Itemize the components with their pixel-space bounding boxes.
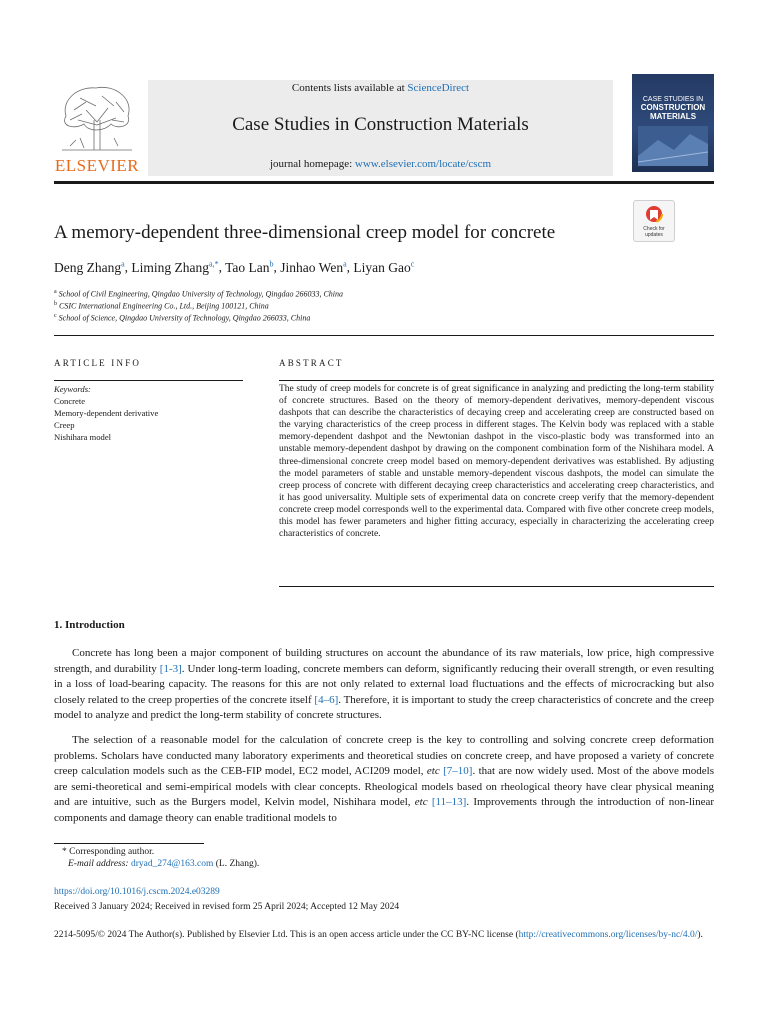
citation-link[interactable]: [7–10] <box>443 765 473 777</box>
citation-link[interactable]: [1-3] <box>159 662 182 675</box>
journal-cover-title: CASE STUDIES IN CONSTRUCTION MATERIALS <box>640 96 706 121</box>
doi-link[interactable]: https://doi.org/10.1016/j.cscm.2024.e03289 <box>54 887 220 897</box>
article-info-heading: ARTICLE INFO <box>54 358 142 368</box>
affiliation: $^b$ CSIC International Engineering Co., Ltd., Beijing 100121, China <box>54 301 269 311</box>
publisher-logo <box>54 80 140 176</box>
license-statement: 2214-5095/© 2024 The Author(s). Published by Elsevier Ltd. This is an open access article under the CC BY-NC license (http://creativecommons.org/licenses/by-nc/4.0/). <box>54 930 703 940</box>
check-updates-label: Check for updates <box>643 226 665 238</box>
body-paragraph: Concrete has long been a major component of building structures on account the abundance of its raw materials, low price, high compressive strength, and durability [1-3]. Under long-term loading, concrete members can deform, significantly reducing their overall strength, or even resulting in a loss of load-bearing capacity. The reasons for this are not only related to external load fluctuations and the effects of microcracking but also closely related to the creep properties of the concrete itself [4–6]. Therefore, it is important to study the creep characteristics of concrete and the creep model to analyze and predict the long-term stability of concrete structures. <box>54 647 715 721</box>
elsevier-tree-icon <box>56 80 138 152</box>
citation-link[interactable]: [11–13] <box>431 796 467 808</box>
journal-title: Case Studies in Construction Materials <box>232 114 529 135</box>
abstract-text: The study of creep models for concrete is of great significance in analyzing and predicting the long-term stability of concrete structures. Based on the theory of memory-dependent derivatives, memory-dependent viscous dashpots that can describe the characteristics of decaying creep and accelerating creep are constructed based on the varying characteristics of the creep process in different stages. The Kelvin body was replaced with a stable memory-dependent dashpot and the Newtonian dashpot in the visco-plastic body was transformed into an unstable memory-dependent dashpot by drawing on the component combination form of the Nishihara model. A three-dimensional concrete creep model based on memory-dependent derivatives was established. By adjusting the model parameters of stable and unstable memory-dependent viscous dashpots, the model can simulate the creep process of concrete with different decaying creep characteristics and accelerating creep characteristics, and it has good universality. Multiple sets of experimental data on concrete creep verify that the memory-dependent concrete creep model corresponds well to the experimental data. Compared with five other concrete creep models, this model has fewer parameters and higher fitting accuracy, especially in characterizing the accelerating creep characteristics of concrete. <box>279 384 714 540</box>
author[interactable]: Deng Zhang$^a$ <box>54 259 125 275</box>
title-divider <box>54 335 714 336</box>
article-title: A memory-dependent three-dimensional creep model for concrete <box>54 222 556 243</box>
abstract-divider <box>279 380 714 381</box>
journal-homepage-link[interactable]: www.elsevier.com/locate/cscm <box>354 158 492 170</box>
author[interactable]: Jinhao Wen$^a$ <box>280 259 347 275</box>
corresponding-author-note: * Corresponding author. <box>62 847 155 857</box>
keywords-block <box>54 383 158 443</box>
email-link[interactable]: dryad_274@163.com <box>130 859 214 869</box>
keyword: Memory-dependent derivative <box>54 408 159 418</box>
affiliation: $^a$ School of Civil Engineering, Qingdao University of Technology, Qingdao 266033, China <box>54 289 344 299</box>
article-dates: Received 3 January 2024; Received in revised form 25 April 2024; Accepted 12 May 2024 <box>54 902 400 912</box>
keyword: Nishihara model <box>54 432 112 442</box>
author[interactable]: Liyan Gao$^c$ <box>353 259 415 275</box>
author-list: Deng Zhang$^a$, Liming Zhang$^{a,*}$, Tao Lan$^b$, Jinhao Wen$^a$, Liyan Gao$^c$ <box>54 259 415 275</box>
keyword: Creep <box>54 420 75 430</box>
citation-link[interactable]: [4–6] <box>314 693 339 706</box>
affiliation: $^c$ School of Science, Qingdao University of Technology, Qingdao 266033, China <box>54 313 311 323</box>
check-for-updates-button[interactable] <box>633 200 675 242</box>
keyword: Concrete <box>54 396 86 406</box>
author[interactable]: Tao Lan$^b$ <box>225 259 274 275</box>
abstract-bottom-divider <box>279 586 714 587</box>
abstract-heading: ABSTRACT <box>279 358 344 368</box>
license-link[interactable]: http://creativecommons.org/licenses/by-nc/4.0/ <box>518 930 698 940</box>
author[interactable]: Liming Zhang$^{a,*}$ <box>131 259 219 275</box>
check-updates-icon <box>645 205 663 225</box>
sciencedirect-link[interactable]: ScienceDirect <box>407 82 470 94</box>
footnote-divider <box>54 843 204 844</box>
contents-availability: Contents lists available at ScienceDirect <box>291 82 470 94</box>
journal-header-box <box>148 80 613 176</box>
header-divider <box>54 181 714 184</box>
journal-homepage: journal homepage: www.elsevier.com/locate/cscm <box>269 158 492 170</box>
cover-graphic-icon <box>638 126 708 166</box>
journal-cover-image <box>632 74 714 172</box>
keywords-label: Keywords: <box>54 384 91 394</box>
body-paragraph: The selection of a reasonable model for the calculation of concrete creep is the key to controlling and solving concrete creep deformation problems. Scholars have conducted many laboratory experiments and theoretical studies on concrete creep, and have proposed a variety of concrete creep calculation models such as the CEB-FIP model, EC2 model, ACI209 model, etc [7–10]. that are now widely used. Most of the above models are semi-theoretical and semi-empirical models with clear concepts. Rheological models based on rheological theory have clear physical meaning and are intuitive, such as the Burgers model, Kelvin model, Nishihara model, etc [11–13]. Improvements through the introduction of non-linear components and damage theory can enable traditional models to <box>54 734 715 824</box>
article-info-divider <box>54 380 243 381</box>
publisher-name: ELSEVIER <box>54 156 140 175</box>
section-heading: 1. Introduction <box>54 619 125 631</box>
email-line: E-mail address: dryad_274@163.com (L. Zhang). <box>68 859 260 869</box>
